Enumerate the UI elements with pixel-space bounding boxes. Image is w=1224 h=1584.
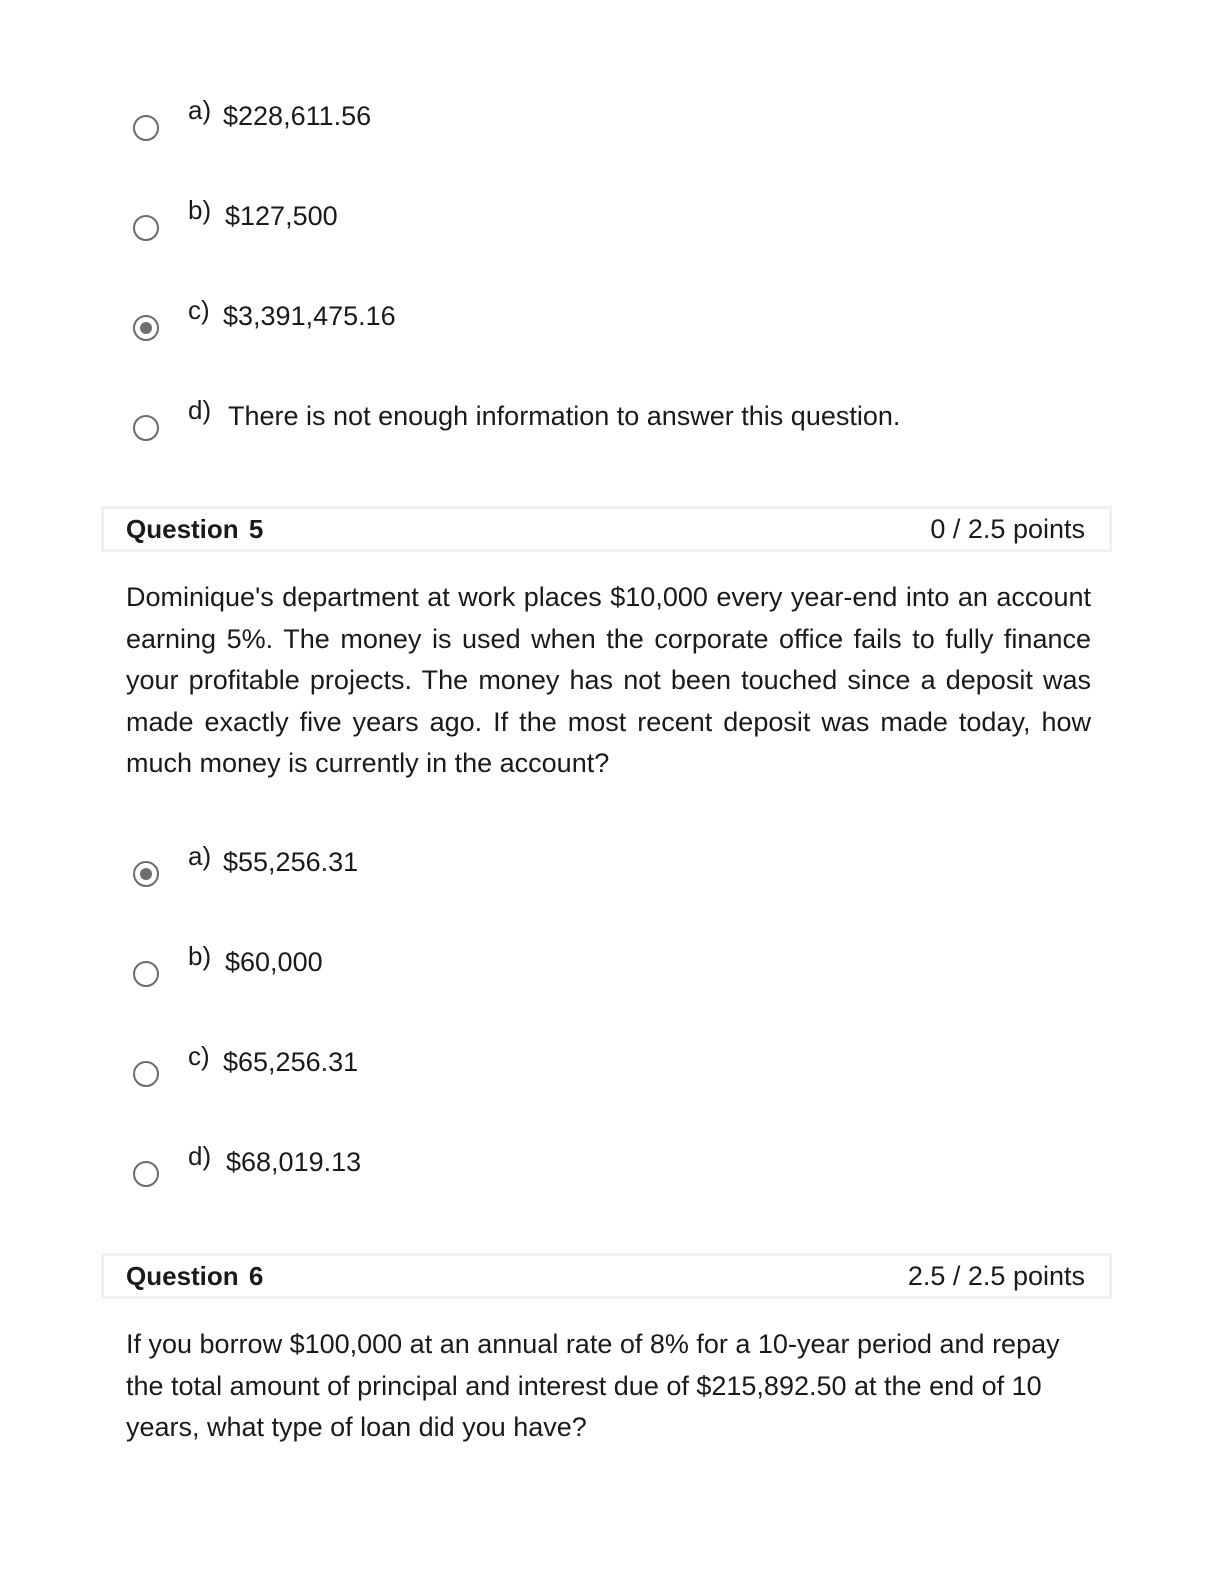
radio-button-selected[interactable] [133, 861, 159, 887]
radio-button[interactable] [133, 961, 159, 987]
option-text: $127,500 [225, 201, 338, 231]
question-points: 0 / 2.5 points [930, 514, 1085, 544]
question-title: Question 5 [126, 514, 264, 544]
question-title: Question 6 [126, 1261, 264, 1291]
option-text: There is not enough information to answer this question. [228, 401, 901, 431]
q4-option-c[interactable] [0, 295, 1224, 407]
option-letter: c) [188, 1041, 210, 1071]
option-letter: a) [188, 841, 212, 871]
radio-button[interactable] [133, 1061, 159, 1087]
radio-button[interactable] [133, 215, 159, 241]
option-text: $55,256.31 [223, 847, 359, 877]
q4-option-b[interactable] [0, 195, 1224, 307]
option-text: $68,019.13 [226, 1147, 362, 1177]
option-letter: c) [188, 295, 210, 325]
option-letter: a) [188, 95, 212, 125]
q5-option-d[interactable] [0, 1141, 1224, 1253]
option-text: $60,000 [225, 947, 323, 977]
radio-button[interactable] [133, 115, 159, 141]
question-5-header [101, 506, 1112, 552]
q4-option-d[interactable] [0, 395, 1224, 507]
question-6-header [101, 1253, 1112, 1299]
option-letter: d) [188, 395, 212, 425]
radio-button-selected[interactable] [133, 315, 159, 341]
option-letter: b) [188, 195, 212, 225]
question-6-text: If you borrow $100,000 at an annual rate of 8% for a 10-year period and repay the total amount of principal and interest due of $215,892.50 at the end of 10 years, what type of loan did you have? [126, 1329, 1060, 1443]
q5-option-a[interactable] [0, 841, 1224, 953]
option-text: $228,611.56 [223, 101, 372, 131]
question-5-text: Dominique's department at work places $10,000 every year-end into an account earning 5%. The money is used when the corporate office fails to fully finance your profitable projects. The money has not been touched since a deposit was made exactly five years ago. If the most recent deposit was made today, how much money is currently in the account? [126, 582, 1091, 779]
radio-button[interactable] [133, 1161, 159, 1187]
option-letter: b) [188, 941, 212, 971]
option-text: $65,256.31 [223, 1047, 359, 1077]
q4-option-a[interactable] [0, 95, 1224, 207]
q5-option-b[interactable] [0, 941, 1224, 1053]
q5-option-c[interactable] [0, 1041, 1224, 1153]
radio-button[interactable] [133, 415, 159, 441]
q5-options [0, 841, 1224, 1253]
question-points: 2.5 / 2.5 points [907, 1261, 1085, 1291]
option-text: $3,391,475.16 [223, 301, 396, 331]
q4-options [0, 95, 1224, 507]
option-letter: d) [188, 1141, 212, 1171]
